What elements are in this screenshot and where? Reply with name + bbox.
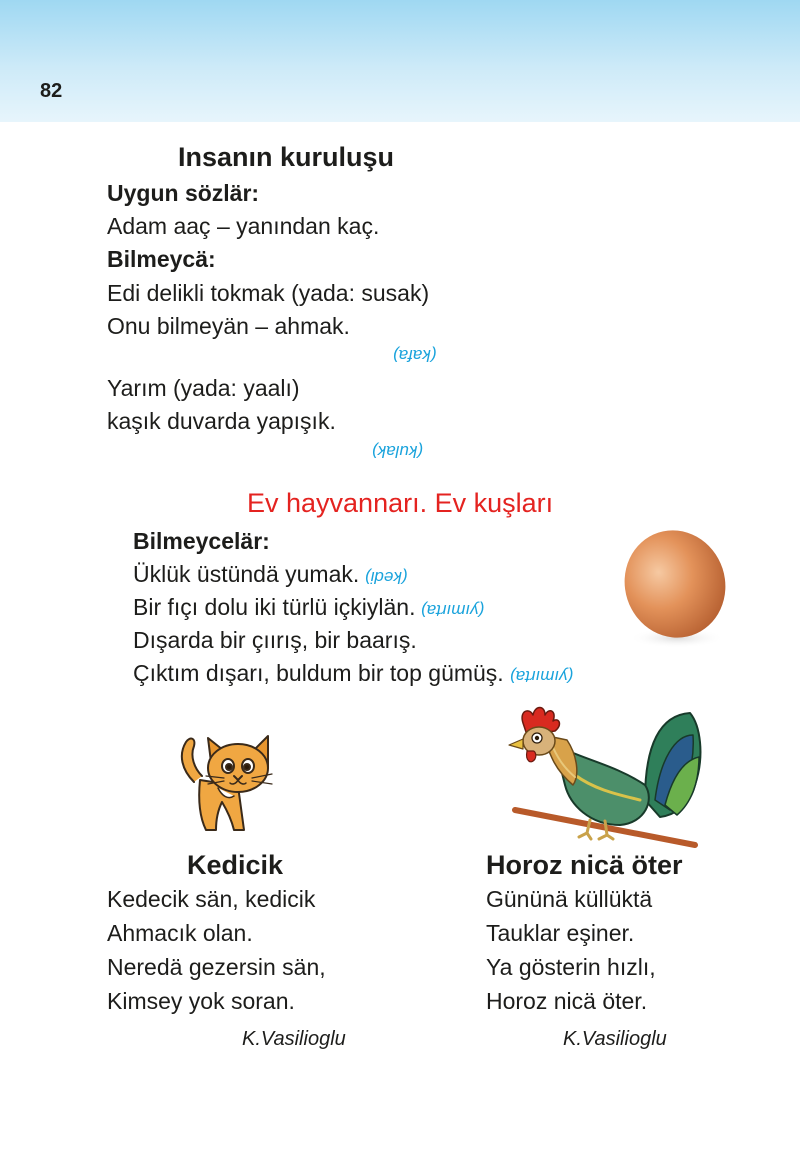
egg-illustration <box>615 520 735 650</box>
poem2-author: K.Vasilioglu <box>563 1028 667 1050</box>
section-title-body: Insanın kuruluşu <box>178 142 395 172</box>
section-title-animals: Ev hayvannarı. Ev kuşları <box>247 488 554 518</box>
riddles-heading-animals: Bilmeycelär: <box>133 528 270 554</box>
proverbs-heading: Uygun sözlär: <box>107 180 260 206</box>
animal-riddle2 <box>133 594 485 621</box>
riddle1-line2: Onu bilmeyän – ahmak. <box>107 313 350 339</box>
poem1-line: Neredä gezersin sän, <box>107 954 326 980</box>
riddle2-line2: kaşık duvarda yapışık. <box>107 408 336 434</box>
header-band <box>0 0 800 122</box>
poem1-title: Kedicik <box>187 850 284 880</box>
poem2-title: Horoz nicä öter <box>486 850 683 880</box>
proverb-line: Adam aaç – yanından kaç. <box>107 213 380 239</box>
poem2-line: Tauklar eşiner. <box>486 920 635 946</box>
page-number: 82 <box>40 80 63 102</box>
poem2-line: Gününä küllüktä <box>486 886 653 912</box>
poem1-line: Kedecik sän, kedicik <box>107 886 316 912</box>
animal-riddle4-text: Çıktım dışarı, buldum bir top gümüş. <box>133 660 504 686</box>
poem2-line: Horoz nicä öter. <box>486 988 648 1014</box>
rooster-illustration <box>495 705 710 850</box>
kitten-illustration <box>172 730 292 840</box>
riddle1-answer-wrap <box>393 345 436 365</box>
animal-riddle4 <box>133 660 573 687</box>
animal-riddle4-answer: (yımırta) <box>509 667 573 686</box>
animal-riddle1-text: Üklük üstündä yumak. <box>133 561 360 587</box>
animal-riddle2-text: Bir fıçı dolu iki türlü içkiylän. <box>133 594 416 620</box>
riddle1-answer: (kafa) <box>393 346 437 365</box>
poem1-author: K.Vasilioglu <box>242 1028 346 1050</box>
animal-riddle1-answer: (kedi) <box>365 568 408 587</box>
poem2-line: Ya gösterin hızlı, <box>486 954 656 980</box>
animal-riddle3: Dışarda bir çıırış, bir baarış. <box>133 627 417 653</box>
riddle2-answer: (kulak) <box>372 442 424 461</box>
riddle-heading: Bilmeycä: <box>107 246 216 272</box>
riddle2-line1: Yarım (yada: yaalı) <box>107 375 300 401</box>
riddle1-line1: Edi delikli tokmak (yada: susak) <box>107 280 430 306</box>
riddle2-answer-wrap <box>372 441 423 461</box>
poem1-line: Ahmacık olan. <box>107 920 253 946</box>
animal-riddle2-answer: (yımırta) <box>421 601 485 620</box>
animal-riddle1 <box>133 561 408 588</box>
poem1-line: Kimsey yok soran. <box>107 988 295 1014</box>
